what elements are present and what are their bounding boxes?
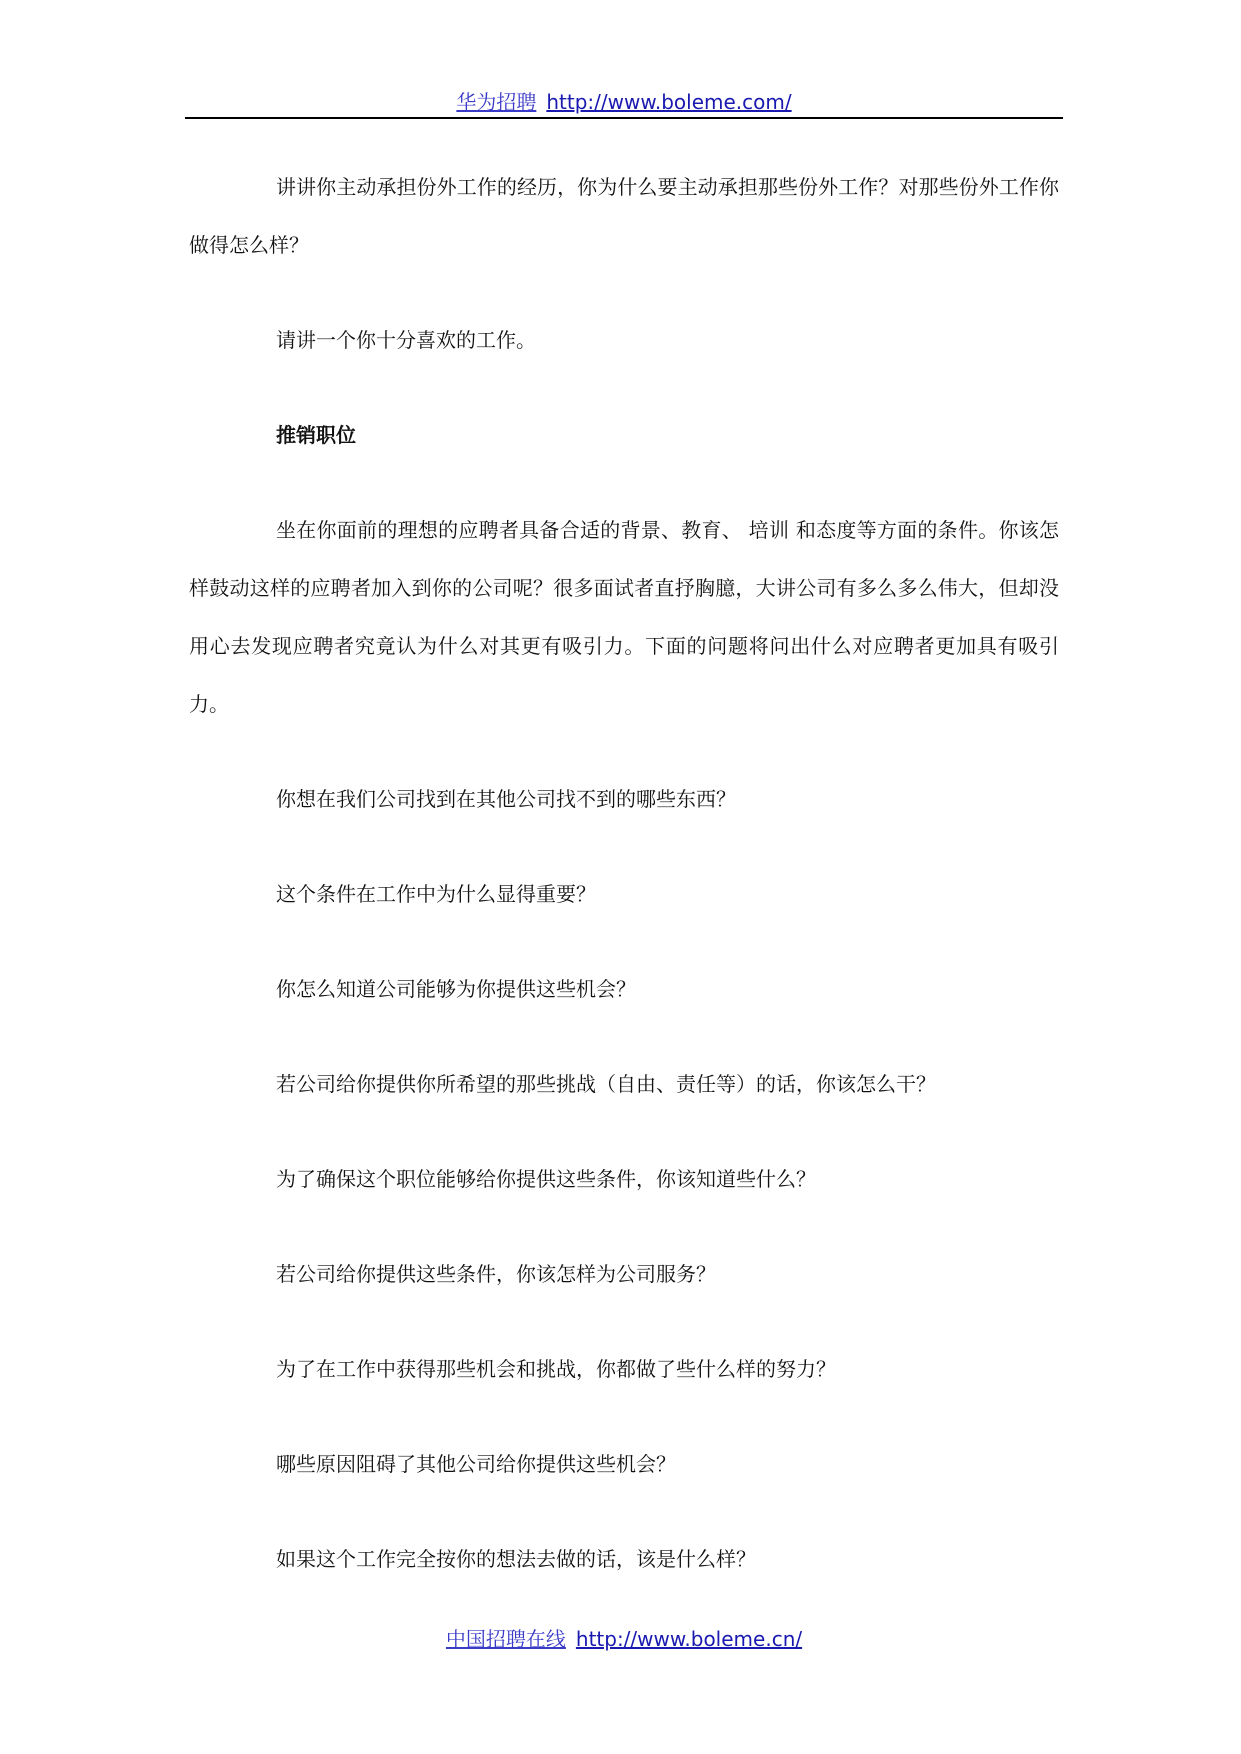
question-item: 哪些原因阻碍了其他公司给你提供这些机会？ [276, 1452, 676, 1476]
paragraph-intro: 坐在你面前的理想的应聘者具备合适的背景、教育、 培训 和态度等方面的条件。你该怎样鼓动这样的应聘者加入到你的公司呢？很多面试者直抒胸臆，大讲公司有多么多么伟大，但却没用心去发现应聘者究竟认为什么对其更有吸引力。下面的问题将问出什么对应聘者更加具有吸引力。 [189, 518, 1059, 716]
paragraph-extra-work: 讲讲你主动承担份外工作的经历，你为什么要主动承担那些份外工作？对那些份外工作你做得怎么样？ [189, 175, 1059, 257]
header-url-link[interactable]: http://www.boleme.com/ [546, 90, 792, 114]
question-item: 为了在工作中获得那些机会和挑战，你都做了些什么样的努力？ [276, 1357, 836, 1381]
question-item: 若公司给你提供这些条件，你该怎样为公司服务？ [276, 1262, 716, 1286]
question-item: 你怎么知道公司能够为你提供这些机会？ [276, 977, 636, 1001]
header-divider [185, 117, 1063, 119]
question-item: 如果这个工作完全按你的想法去做的话，该是什么样？ [276, 1547, 756, 1571]
page-header [185, 88, 1063, 116]
question-item: 这个条件在工作中为什么显得重要？ [276, 882, 596, 906]
header-site-link[interactable]: 华为招聘 [456, 90, 537, 114]
question-item: 为了确保这个职位能够给你提供这些条件，你该知道些什么？ [276, 1167, 816, 1191]
question-item: 你想在我们公司找到在其他公司找不到的哪些东西？ [276, 787, 736, 811]
paragraph-favorite-job: 请讲一个你十分喜欢的工作。 [276, 328, 536, 352]
document-body [189, 158, 1059, 1625]
page-footer [185, 1625, 1063, 1653]
footer-url-link[interactable]: http://www.boleme.cn/ [575, 1627, 803, 1651]
question-item: 若公司给你提供你所希望的那些挑战（自由、责任等）的话，你该怎么干？ [276, 1072, 936, 1096]
section-heading: 推销职位 [276, 423, 356, 447]
footer-site-link[interactable]: 中国招聘在线 [445, 1627, 566, 1651]
